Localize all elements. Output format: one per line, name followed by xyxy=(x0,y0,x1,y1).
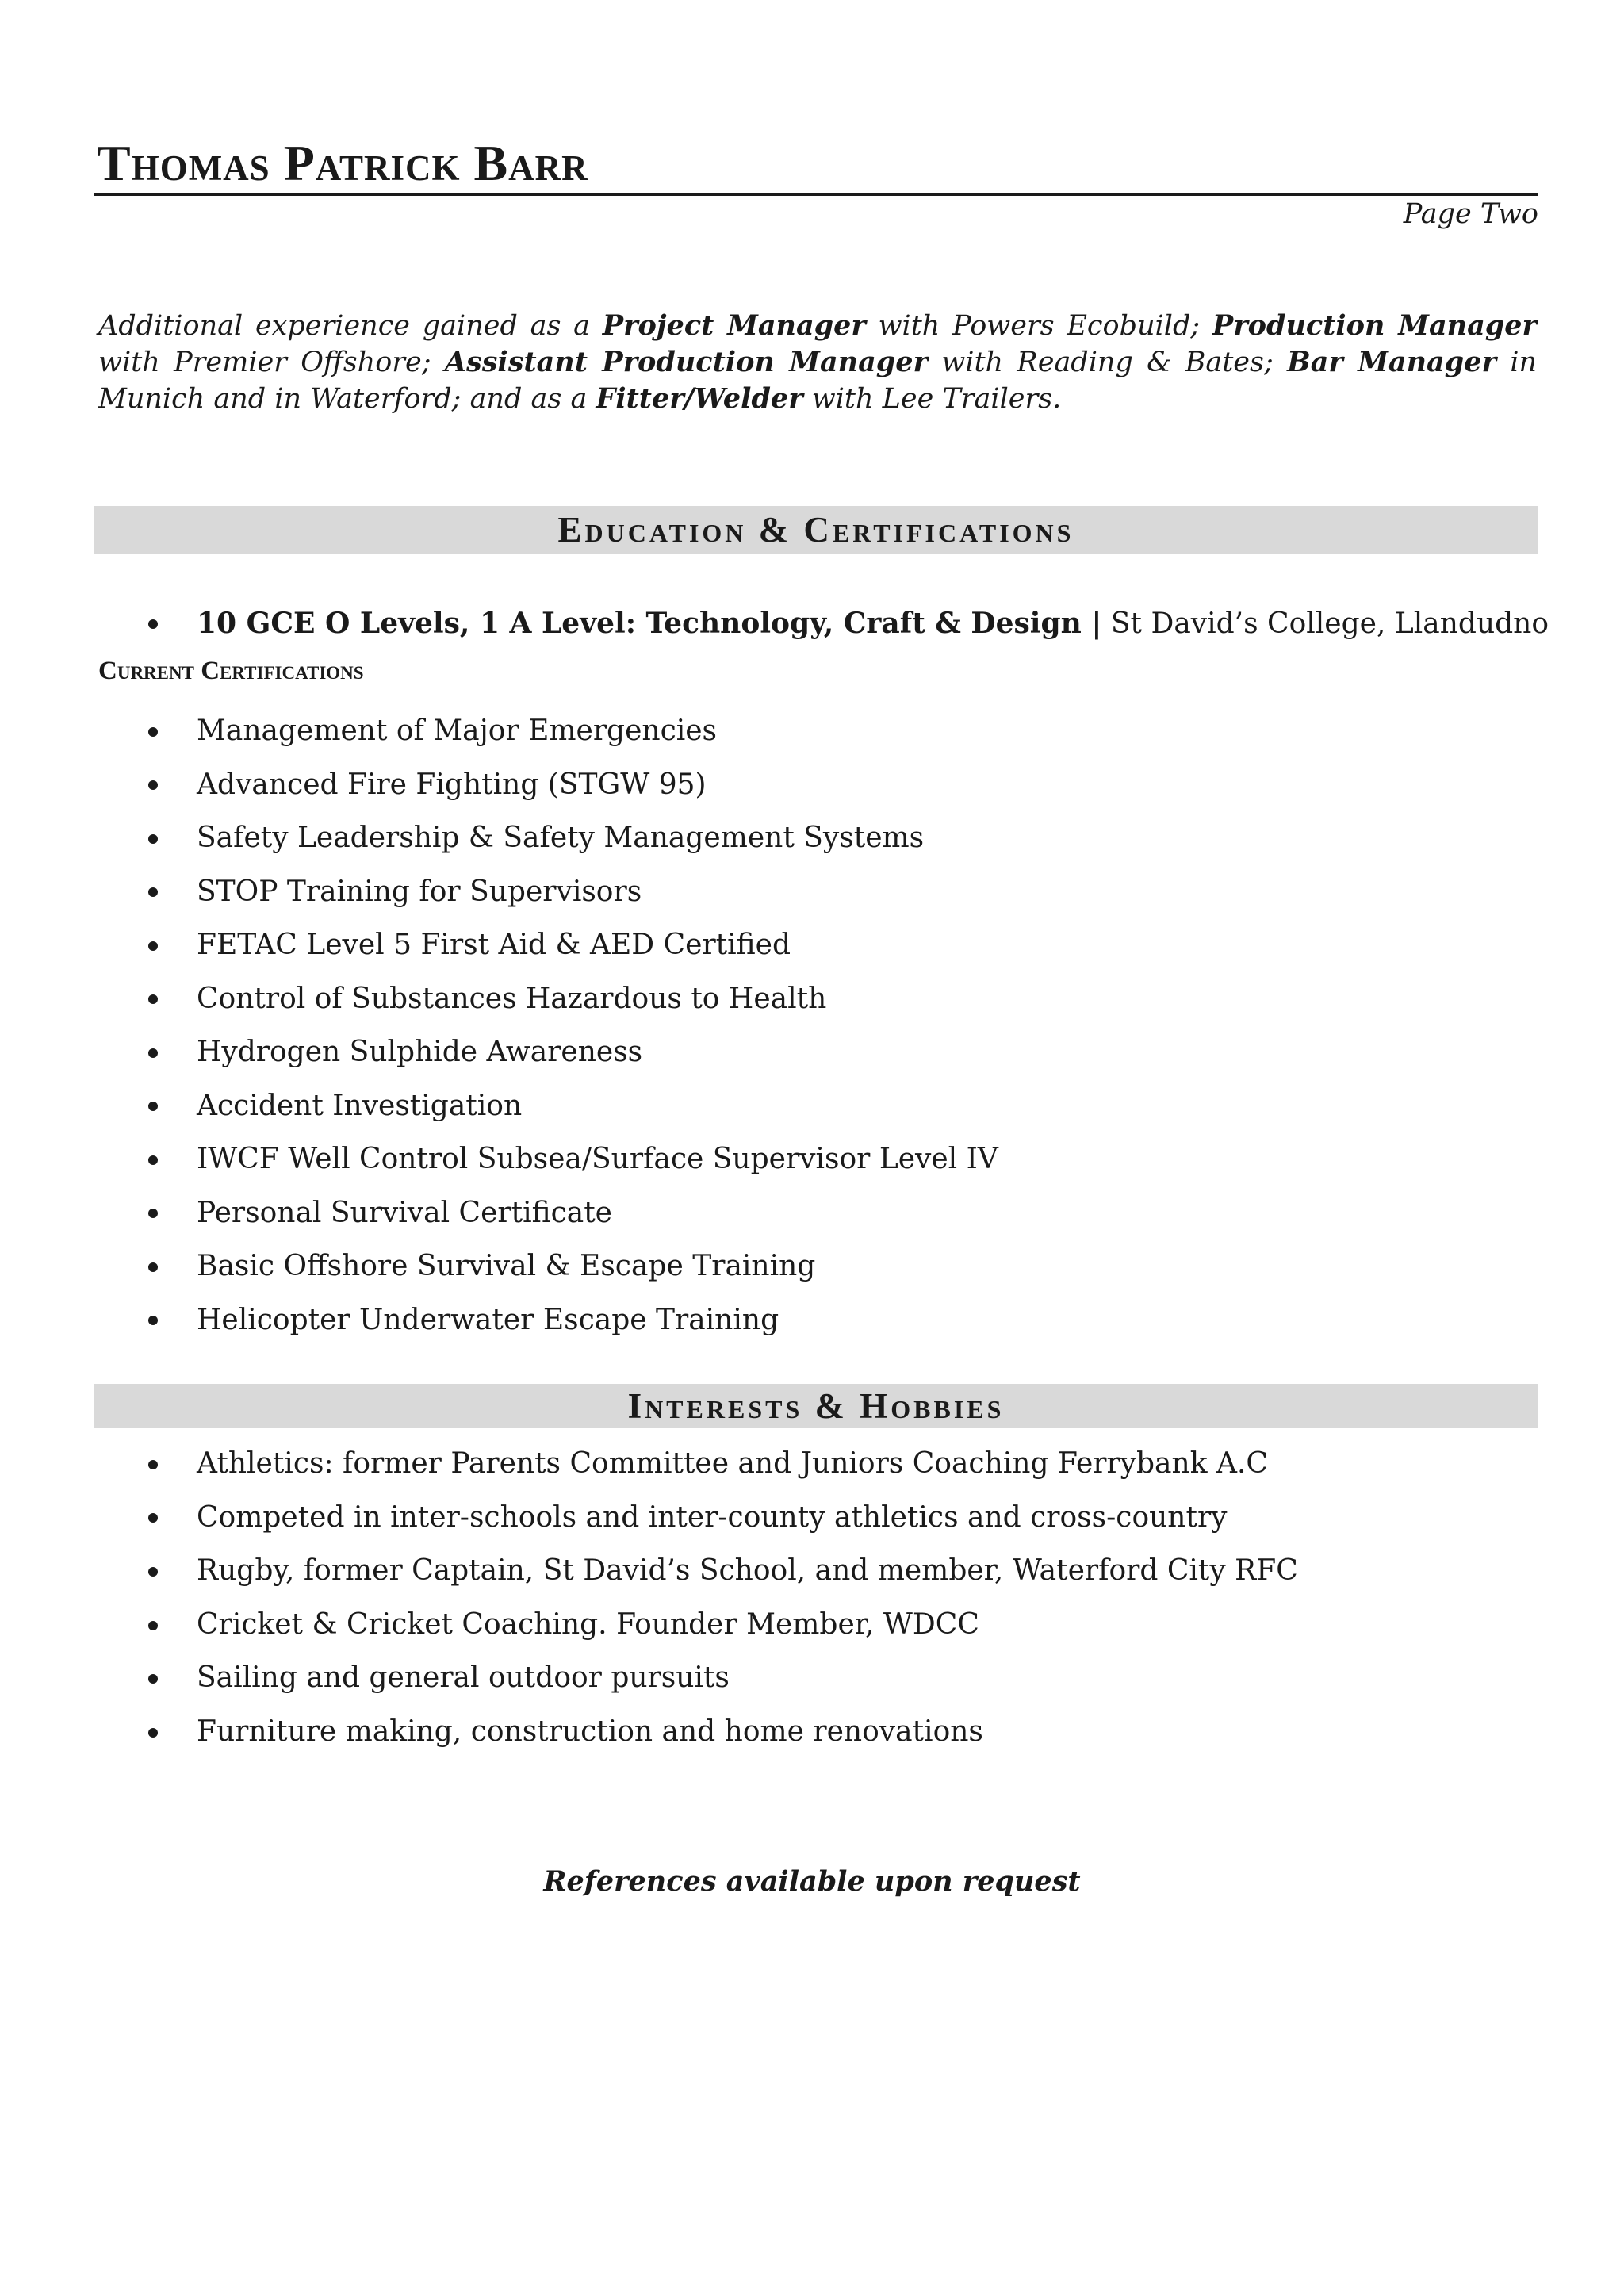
certification-text: STOP Training for Supervisors xyxy=(197,875,642,908)
certification-text: Personal Survival Certificate xyxy=(197,1196,612,1229)
interest-item xyxy=(0,1598,1298,1652)
summary-role: Fitter/Welder xyxy=(596,382,803,415)
certification-text: Advanced Fire Fighting (STGW 95) xyxy=(197,768,707,801)
certification-text: Control of Substances Hazardous to Health xyxy=(197,982,827,1015)
summary-text: with Reading & Bates; xyxy=(927,347,1288,378)
candidate-name: Thomas Patrick Barr xyxy=(97,135,588,191)
bullet-icon xyxy=(148,1155,158,1165)
bullet-icon xyxy=(148,1621,158,1630)
bullet-icon xyxy=(148,619,158,629)
bullet-icon xyxy=(148,1728,158,1738)
header-rule xyxy=(94,193,1538,196)
interest-text: Rugby, former Captain, St David’s School, and member, Waterford City RFC xyxy=(197,1554,1298,1588)
interest-item xyxy=(0,1651,1298,1705)
interest-item xyxy=(0,1544,1298,1598)
bullet-icon xyxy=(148,1316,158,1325)
summary-text: in Munich and in Waterford; and as a xyxy=(98,347,1537,415)
interest-text: Cricket & Cricket Coaching. Founder Member, WDCC xyxy=(197,1607,979,1641)
bullet-icon xyxy=(148,1460,158,1469)
interest-text: Athletics: former Parents Committee and Juniors Coaching Ferrybank A.C xyxy=(197,1447,1268,1480)
degree-text: 10 GCE O Levels, 1 A Level: Technology, Craft & Design | xyxy=(197,607,1102,640)
page-number-label: Page Two xyxy=(1403,198,1538,230)
certification-item xyxy=(0,811,998,865)
certification-item xyxy=(0,1079,998,1133)
certification-item xyxy=(0,704,998,758)
summary-role: Production Manager xyxy=(1212,309,1537,342)
certification-text: Accident Investigation xyxy=(197,1089,523,1122)
interest-item xyxy=(0,1437,1298,1491)
certification-item xyxy=(0,1132,998,1186)
bullet-icon xyxy=(148,994,158,1004)
bullet-icon xyxy=(148,780,158,790)
summary-text: with Lee Trailers. xyxy=(802,383,1062,415)
education-list xyxy=(0,600,1549,647)
bullet-icon xyxy=(148,1513,158,1523)
summary-role: Bar Manager xyxy=(1287,346,1496,378)
interest-item xyxy=(0,1491,1298,1545)
bullet-icon xyxy=(148,941,158,951)
certification-text: Safety Leadership & Safety Management Systems xyxy=(197,822,925,854)
certification-item xyxy=(0,1293,998,1347)
interest-text: Sailing and general outdoor pursuits xyxy=(197,1661,730,1695)
experience-summary xyxy=(98,308,1537,417)
summary-text: with Powers Ecobuild; xyxy=(865,310,1212,342)
certification-item xyxy=(0,972,998,1026)
bullet-icon xyxy=(148,1567,158,1577)
bullet-icon xyxy=(148,727,158,737)
interests-list xyxy=(0,1437,1298,1759)
summary-role: Assistant Production Manager xyxy=(444,346,928,378)
certification-text: Management of Major Emergencies xyxy=(197,715,718,747)
bullet-icon xyxy=(148,1674,158,1684)
references-note: References available upon request xyxy=(543,1865,1081,1898)
bullet-icon xyxy=(148,887,158,897)
certification-text: Helicopter Underwater Escape Training xyxy=(197,1303,779,1336)
bullet-icon xyxy=(148,1102,158,1111)
certification-item xyxy=(0,865,998,919)
certification-text: Hydrogen Sulphide Awareness xyxy=(197,1036,643,1068)
certification-item xyxy=(0,1186,998,1240)
interest-text: Competed in inter-schools and inter-county athletics and cross-country xyxy=(197,1500,1228,1534)
education-section-heading: Education & Certifications xyxy=(94,506,1538,554)
interests-section-heading: Interests & Hobbies xyxy=(94,1384,1538,1428)
certification-text: IWCF Well Control Subsea/Surface Supervisor Level IV xyxy=(197,1143,998,1175)
education-item xyxy=(0,600,1549,647)
certification-text: Basic Offshore Survival & Escape Training xyxy=(197,1250,816,1282)
bullet-icon xyxy=(148,1048,158,1058)
certification-item xyxy=(0,1239,998,1293)
summary-text: Additional experience gained as a xyxy=(98,310,603,342)
certification-item xyxy=(0,758,998,812)
interest-text: Furniture making, construction and home renovations xyxy=(197,1715,983,1748)
school-text: St David’s College, Llandudno xyxy=(1101,607,1549,640)
bullet-icon xyxy=(148,1209,158,1218)
certifications-list xyxy=(0,704,998,1347)
bullet-icon xyxy=(148,1262,158,1272)
interest-item xyxy=(0,1705,1298,1759)
summary-role: Project Manager xyxy=(602,309,866,342)
certifications-subheading: Current Certifications xyxy=(98,657,364,685)
certification-text: FETAC Level 5 First Aid & AED Certified xyxy=(197,929,791,961)
summary-text: with Premier Offshore; xyxy=(98,347,445,378)
certification-item xyxy=(0,918,998,972)
certification-item xyxy=(0,1025,998,1079)
bullet-icon xyxy=(148,834,158,844)
